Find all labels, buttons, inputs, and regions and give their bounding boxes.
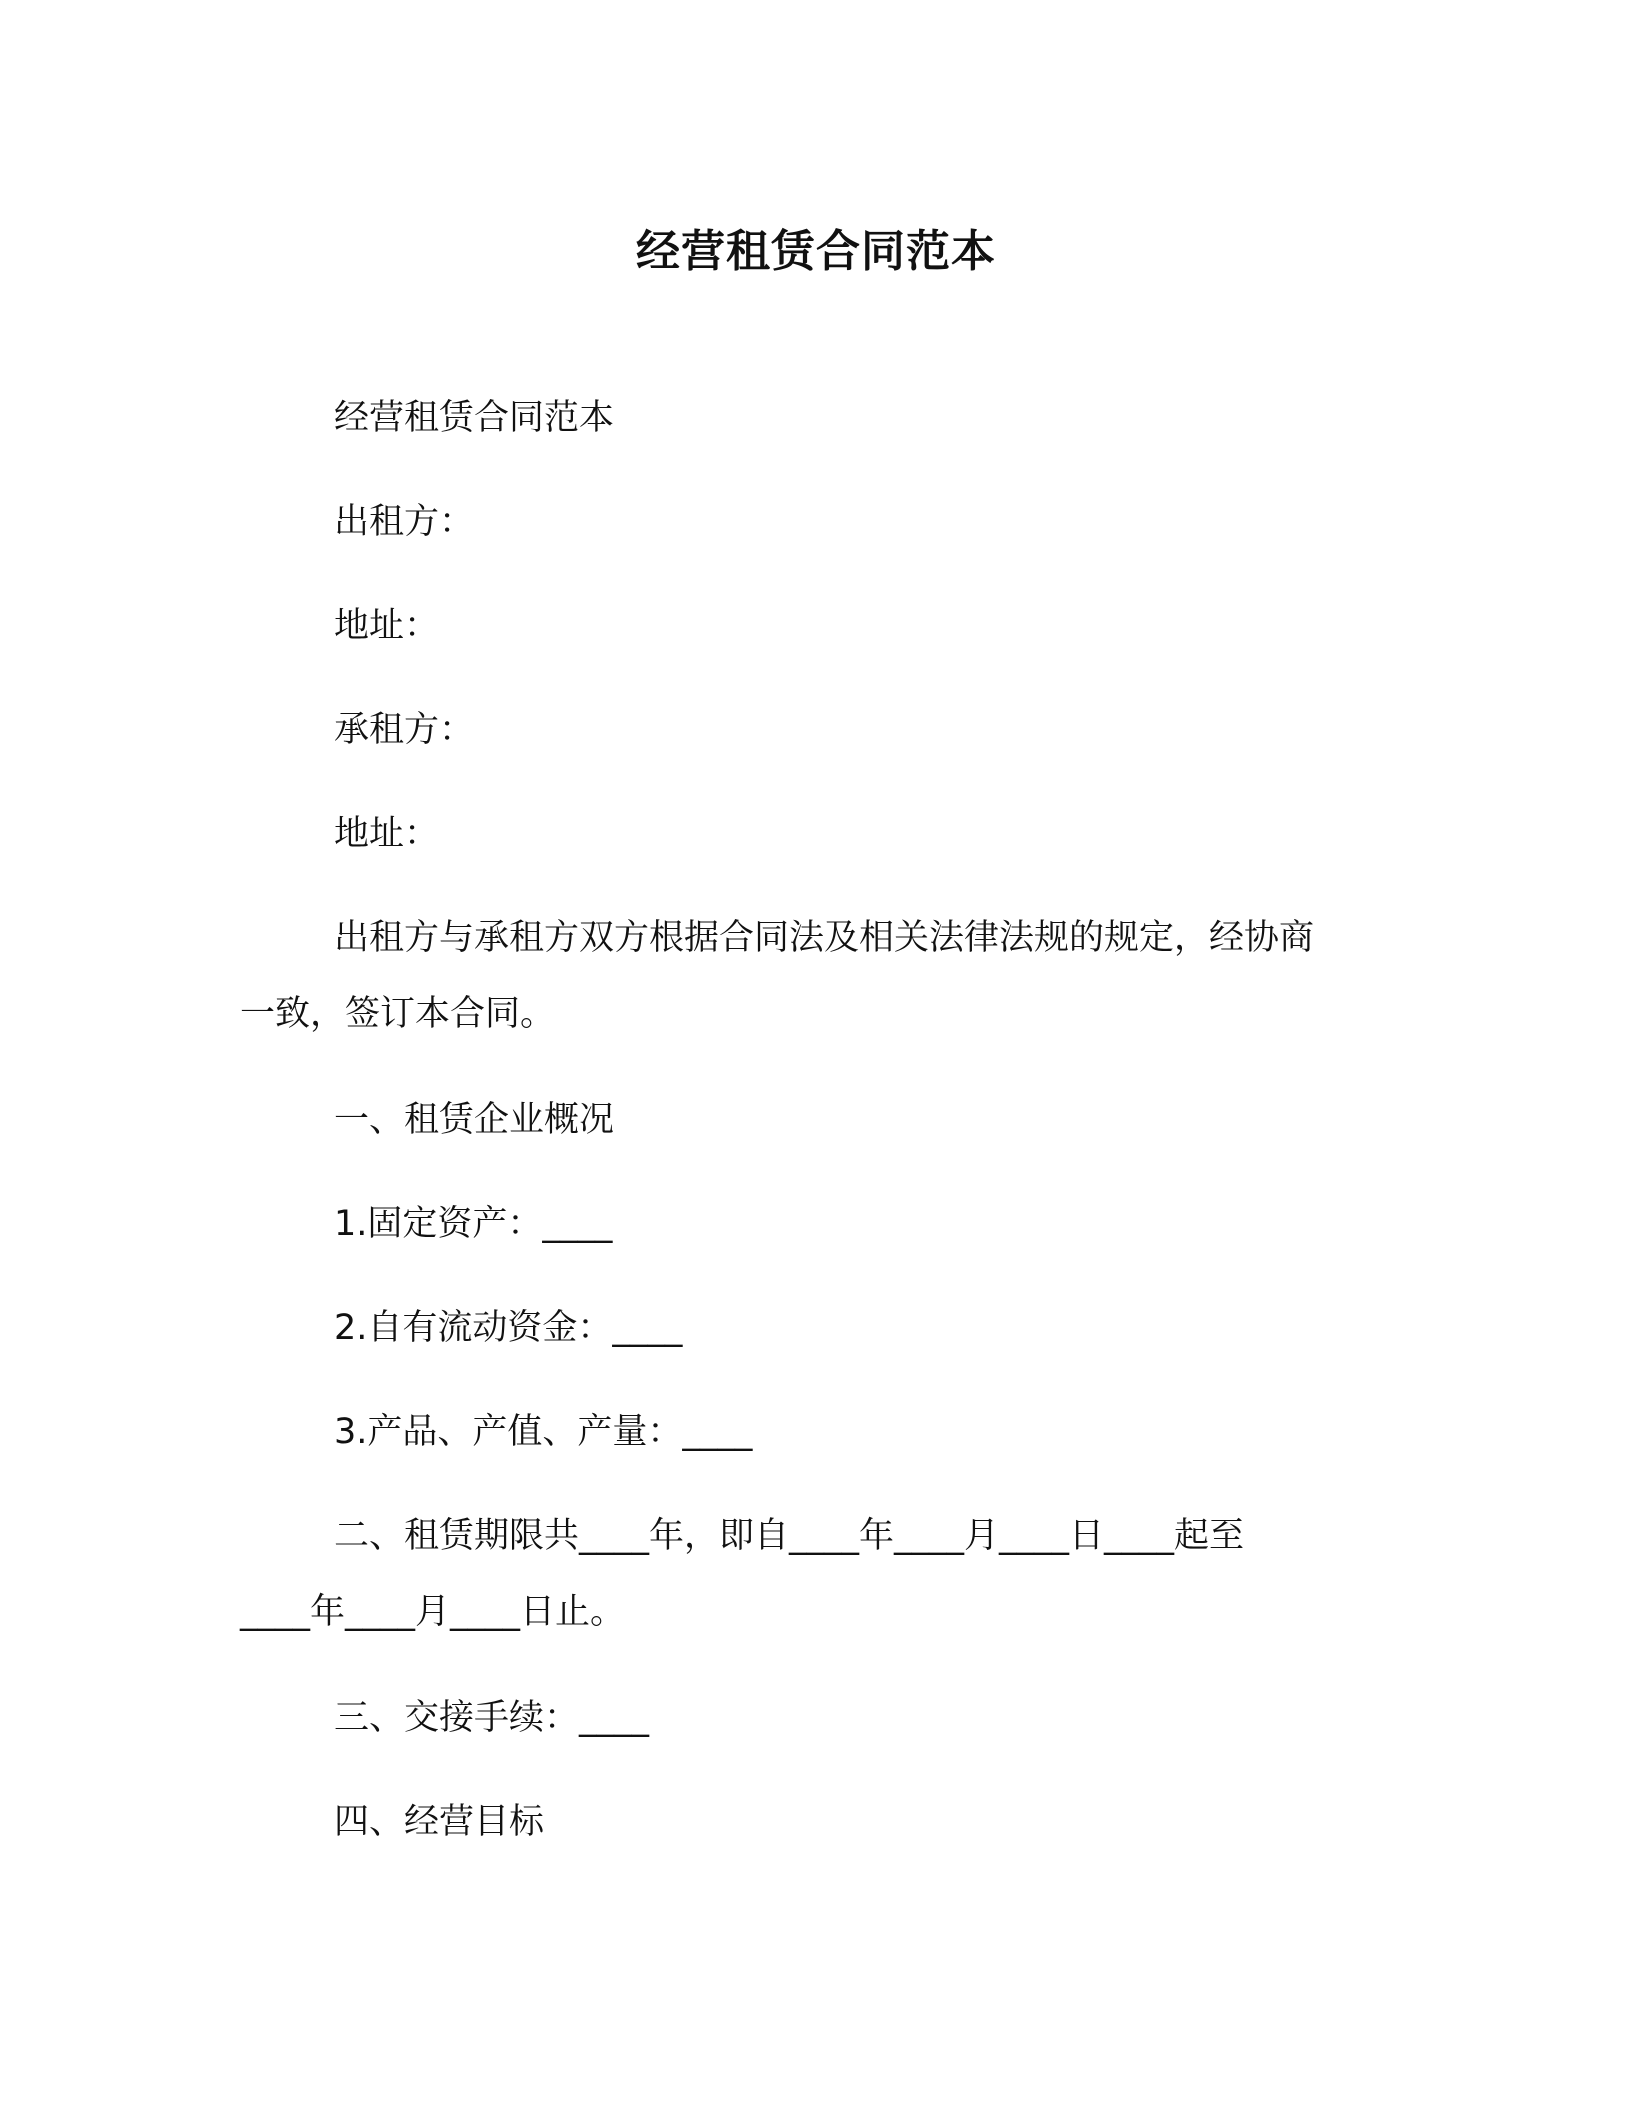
paragraph-lessor (240, 484, 1380, 560)
paragraph-line: 承租方： (334, 710, 475, 750)
paragraph-line: 2.自有流动资金：____ (334, 1308, 683, 1348)
paragraph-line: 经营租赁合同范本 (334, 398, 615, 438)
section-lease-term (240, 1498, 1380, 1650)
section-handover (240, 1680, 1380, 1756)
item-fixed-assets (240, 1186, 1380, 1262)
section-heading-enterprise-overview (240, 1082, 1380, 1158)
paragraph-line: 二、租赁期限共____年，即自____年____月____日____起至 (334, 1516, 1245, 1556)
paragraph-line: 一致，签订本合同。 (240, 994, 556, 1034)
paragraph-line: 一、租赁企业概况 (334, 1100, 615, 1140)
paragraph-line: ____年____月____日止。 (240, 1592, 626, 1632)
paragraph-line: 地址： (334, 606, 440, 646)
paragraph-line: 地址： (334, 814, 440, 854)
item-working-capital (240, 1290, 1380, 1366)
paragraph-line: 3.产品、产值、产量：____ (334, 1412, 753, 1452)
paragraph-line: 三、交接手续：____ (334, 1698, 650, 1738)
paragraph-lessee (240, 692, 1380, 768)
document-title: 经营租赁合同范本 (636, 226, 996, 277)
section-business-goals (240, 1784, 1380, 1860)
paragraph-line: 1.固定资产：____ (334, 1204, 613, 1244)
paragraph-line: 出租方： (334, 502, 475, 542)
paragraph-lessor-address (240, 588, 1380, 664)
paragraph-line: 四、经营目标 (334, 1802, 545, 1842)
paragraph-agreement-intro (240, 900, 1380, 1052)
item-products-output (240, 1394, 1380, 1470)
paragraph-heading-repeat (240, 380, 1380, 456)
paragraph-lessee-address (240, 796, 1380, 872)
paragraph-line: 出租方与承租方双方根据合同法及相关法律法规的规定，经协商 (334, 918, 1315, 958)
